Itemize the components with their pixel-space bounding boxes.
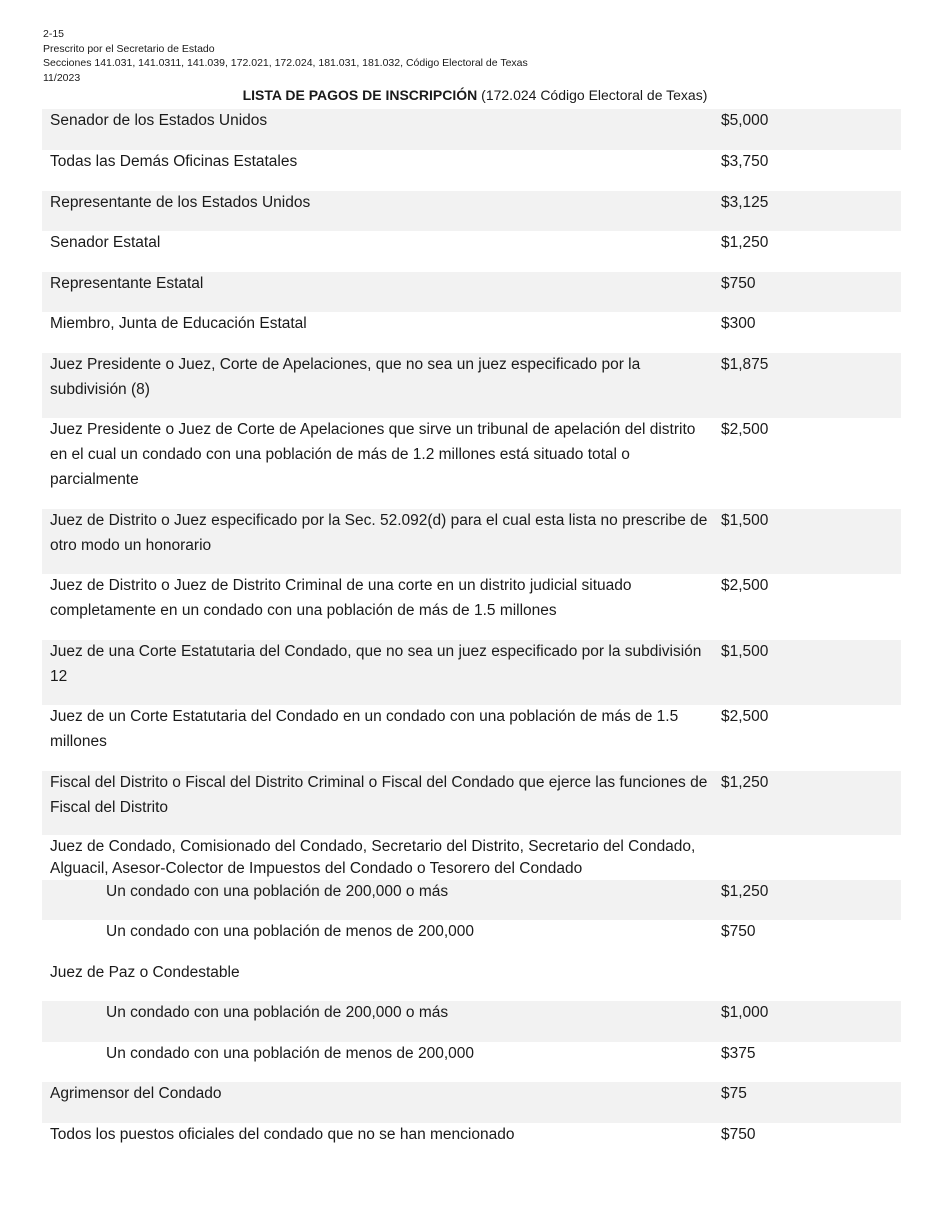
form-date: 11/2023 xyxy=(43,71,81,84)
table-row xyxy=(42,418,901,509)
office-group-name: Juez de Condado, Comisionado del Condado, Secretario del Distrito, Secretario del Condado, Alguacil, Asesor-Colector de Impuestos del Condado o Tesorero del Condado xyxy=(50,838,696,877)
fee-amount: $750 xyxy=(721,923,756,940)
table-row xyxy=(42,150,901,191)
form-header xyxy=(43,27,528,85)
title-main: LISTA DE PAGOS DE INSCRIPCIÓN xyxy=(242,87,478,103)
table-row xyxy=(42,509,901,574)
table-row xyxy=(42,705,901,771)
table-row xyxy=(42,1082,901,1123)
office-name: Un condado con una población de menos de 200,000 xyxy=(106,1045,474,1062)
fee-amount: $1,000 xyxy=(721,1004,769,1021)
fee-amount: $2,500 xyxy=(721,577,769,594)
fee-amount: $1,500 xyxy=(721,512,769,529)
fee-amount: $3,750 xyxy=(721,153,769,170)
office-name: Juez de una Corte Estatutaria del Condado, que no sea un juez especificado por la subdivisión 12 xyxy=(50,643,702,685)
office-name: Juez Presidente o Juez, Corte de Apelaciones, que no sea un juez especificado por la subdivisión (8) xyxy=(50,356,641,398)
title-citation: (172.024 Código Electoral de Texas) xyxy=(481,87,708,103)
table-row-group-heading xyxy=(42,961,901,1001)
table-row xyxy=(42,109,901,150)
table-row xyxy=(42,231,901,272)
office-name: Juez de Distrito o Juez especificado por la Sec. 52.092(d) para el cual esta lista no prescribe de otro modo un honorario xyxy=(50,512,708,554)
fee-amount: $75 xyxy=(721,1085,747,1102)
office-name: Juez de Distrito o Juez de Distrito Criminal de una corte en un distrito judicial situado completamente en un condado con una población de más de 1.5 millones xyxy=(50,577,632,619)
page-title xyxy=(0,85,950,105)
fee-amount: $2,500 xyxy=(721,421,769,438)
fee-amount: $1,250 xyxy=(721,883,769,900)
table-row xyxy=(42,920,901,961)
office-name: Agrimensor del Condado xyxy=(50,1085,222,1102)
table-row xyxy=(42,272,901,312)
fee-table xyxy=(42,109,901,1163)
office-name: Juez Presidente o Juez de Corte de Apelaciones que sirve un tribunal de apelación del distrito en el cual un condado con una población de más de 1.2 millones está situado total o parcialmente xyxy=(50,421,696,488)
office-name: Miembro, Junta de Educación Estatal xyxy=(50,315,307,332)
table-row xyxy=(42,574,901,640)
office-name: Todos los puestos oficiales del condado que no se han mencionado xyxy=(50,1126,515,1143)
office-name: Un condado con una población de 200,000 o más xyxy=(106,883,449,900)
office-name: Senador Estatal xyxy=(50,234,161,251)
fee-amount: $1,250 xyxy=(721,234,769,251)
fee-amount: $1,875 xyxy=(721,356,769,373)
fee-amount: $750 xyxy=(721,1126,756,1143)
table-row xyxy=(42,640,901,705)
office-name: Todas las Demás Oficinas Estatales xyxy=(50,153,298,170)
prescribed-by: Prescrito por el Secretario de Estado xyxy=(43,42,215,55)
office-name: Fiscal del Distrito o Fiscal del Distrito Criminal o Fiscal del Condado que ejerce las funciones de Fiscal del Distrito xyxy=(50,774,708,816)
table-row xyxy=(42,771,901,835)
table-row xyxy=(42,1042,901,1082)
office-name: Representante Estatal xyxy=(50,275,204,292)
fee-amount: $1,250 xyxy=(721,774,769,791)
fee-amount: $5,000 xyxy=(721,112,769,129)
table-row xyxy=(42,1001,901,1042)
office-name: Un condado con una población de menos de 200,000 xyxy=(106,923,474,940)
office-name: Juez de un Corte Estatutaria del Condado en un condado con una población de más de 1.5 millones xyxy=(50,708,679,750)
fee-amount: $375 xyxy=(721,1045,756,1062)
form-number: 2-15 xyxy=(43,28,65,40)
office-name: Representante de los Estados Unidos xyxy=(50,194,311,211)
table-row xyxy=(42,1123,901,1163)
office-name: Un condado con una población de 200,000 o más xyxy=(106,1004,449,1021)
fee-amount: $3,125 xyxy=(721,194,769,211)
office-group-name: Juez de Paz o Condestable xyxy=(50,964,240,981)
fee-amount: $750 xyxy=(721,275,756,292)
code-sections: Secciones 141.031, 141.0311, 141.039, 172.021, 172.024, 181.031, 181.032, Código Electoral de Texas xyxy=(43,57,528,69)
office-name: Senador de los Estados Unidos xyxy=(50,112,268,129)
table-row-group-heading xyxy=(42,835,901,880)
table-row xyxy=(42,880,901,920)
table-row xyxy=(42,312,901,353)
fee-amount: $300 xyxy=(721,315,756,332)
fee-amount: $2,500 xyxy=(721,708,769,725)
table-row xyxy=(42,353,901,418)
fee-amount: $1,500 xyxy=(721,643,769,660)
table-row xyxy=(42,191,901,231)
